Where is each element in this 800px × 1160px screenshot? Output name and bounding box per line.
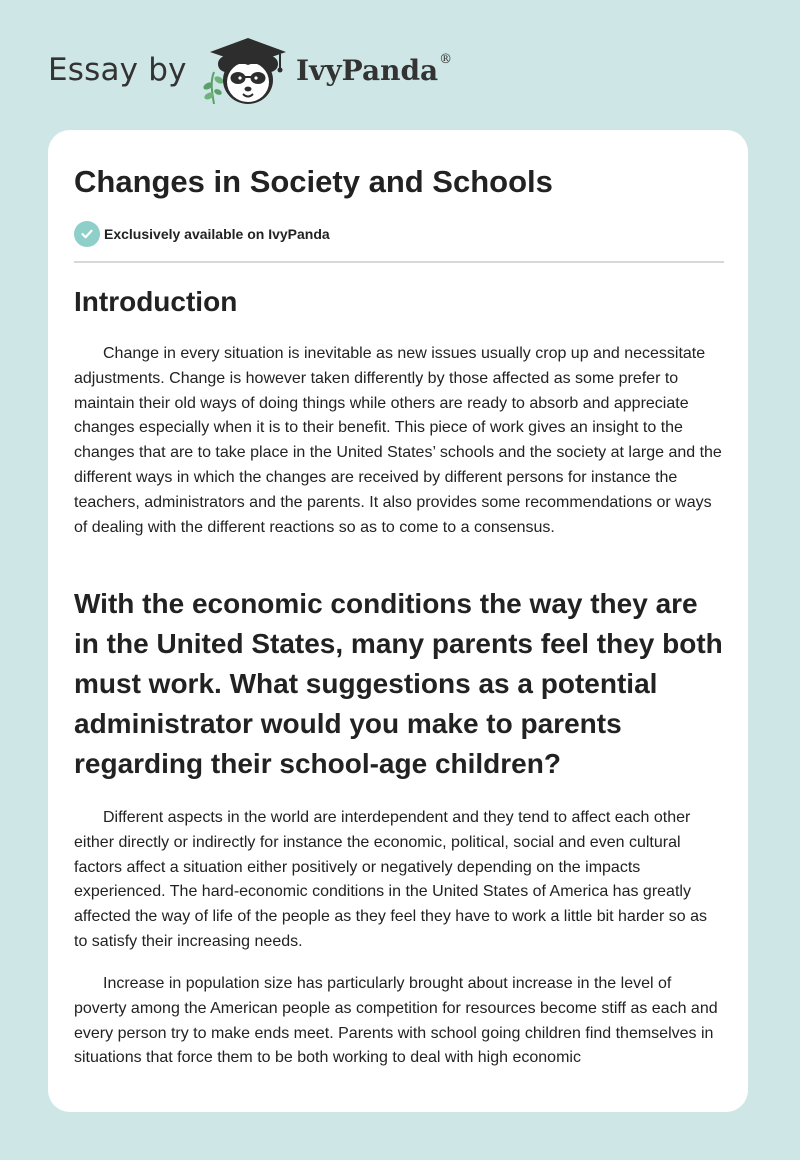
check-icon	[74, 221, 100, 247]
brand-name: IvyPanda®	[296, 52, 453, 87]
paragraph-population-poverty: Increase in population size has particularly brought about increase in the level of poverty among the American people as competition for resources become stiff as each and every person try to make ends meet. Parents with school going children find themselves in situations that force them to be both working to deal with high economic	[74, 975, 718, 1067]
exclusive-label: Exclusively available on IvyPanda	[104, 226, 330, 242]
panda-graduate-logo-icon[interactable]	[200, 34, 292, 108]
exclusive-badge	[74, 221, 330, 247]
section-heading-introduction: Introduction	[74, 286, 238, 317]
page-title: Changes in Society and Schools	[74, 164, 553, 199]
paragraph-economic-conditions: Different aspects in the world are interdependent and they tend to affect each other either directly or indirectly for instance the economic, political, social and even cultural factors affect a situation either positively or negatively depending on the impacts experienced. The hard-economic conditions in the United States of America has greatly affected the way of life of the people as they feel they have to work a little bit harder so as to satisfy their increasing needs.	[74, 809, 707, 950]
essay-card	[48, 130, 748, 1112]
paragraph-introduction: Change in every situation is inevitable as new issues usually crop up and necessitate adjustments. Change is however taken differently by those affected as some prefer to maintain their old ways of doing things while others are ready to absorb and appreciate changes especially when it is to their benefit. This piece of work gives an insight to the changes that are to take place in the United States’ schools and the society at large and the different ways in which the changes are received by different persons for instance the teachers, administrators and the parents. It also provides some recommendations or ways of dealing with the different reactions so as to come to a consensus.	[74, 345, 722, 536]
section-heading-question: With the economic conditions the way they are in the United States, many parents feel they both must work. What suggestions as a potential administrator would you make to parents regarding their school-age children?	[74, 588, 723, 779]
brand-prefix: Essay by	[48, 52, 187, 88]
trademark-symbol: ®	[439, 52, 453, 67]
title-divider	[74, 261, 724, 263]
site-header	[0, 0, 800, 130]
